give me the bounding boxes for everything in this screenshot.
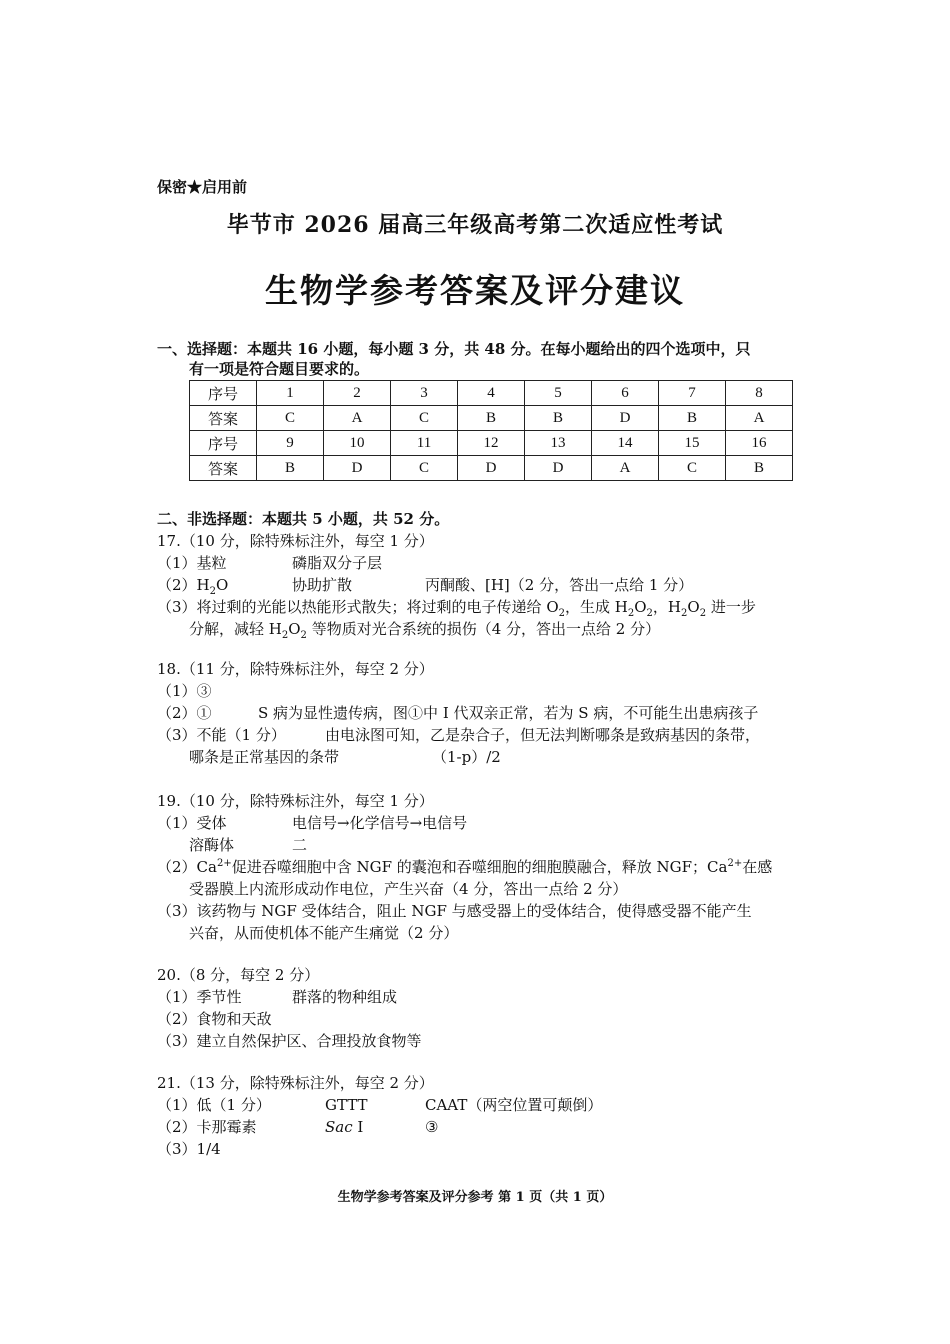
q21-answer-2b: Sac I bbox=[325, 1118, 364, 1136]
answer-cell: D bbox=[458, 456, 525, 481]
question-number-cell: 3 bbox=[391, 381, 458, 406]
question-number-cell: 8 bbox=[726, 381, 793, 406]
q17-answer-1a: （1）基粒 bbox=[157, 554, 227, 572]
q21-answer-2c: ③ bbox=[425, 1118, 439, 1136]
q20-answer-1a: （1）季节性 bbox=[157, 988, 242, 1006]
q19-answer-1c: 溶酶体 bbox=[189, 836, 235, 854]
q18-answer-3d: （1-p）/2 bbox=[432, 748, 501, 766]
q21-answer-1a: （1）低（1 分） bbox=[157, 1096, 271, 1114]
answer-cell: D bbox=[324, 456, 391, 481]
answer-cell: C bbox=[257, 406, 324, 431]
q19-answer-3-line2: 兴奋，从而使机体不能产生痛觉（2 分） bbox=[189, 924, 459, 942]
answer-cell: B bbox=[458, 406, 525, 431]
q17-answer-1b: 磷脂双分子层 bbox=[292, 554, 383, 572]
q17-answer-3-line1: （3）将过剩的光能以热能形式散失；将过剩的电子传递给 $O_2$，生成 $H_2O_2$，$H_2O_2$ 进一步 bbox=[157, 598, 756, 619]
q19-answer-2-line2: 受器膜上内流形成动作电位，产生兴奋（4 分，答出一点给 2 分） bbox=[189, 880, 628, 898]
page-title: 生物学参考答案及评分建议 bbox=[265, 271, 685, 310]
q17-answer-3-line2: 分解，减轻 $H_2O_2$ 等物质对光合系统的损伤（4 分，答出一点给 2 分） bbox=[189, 620, 661, 641]
confidential-mark: 保密★启用前 bbox=[157, 178, 248, 196]
answer-table bbox=[189, 380, 793, 481]
q19-answer-3-line1: （3）该药物与 NGF 受体结合，阻止 NGF 与感受器上的受体结合，使得感受器不能产生 bbox=[157, 902, 752, 920]
answer-cell: C bbox=[659, 456, 726, 481]
q17-heading: 17.（10 分，除特殊标注外，每空 1 分） bbox=[157, 532, 434, 550]
answer-cell: A bbox=[726, 406, 793, 431]
q19-answer-1a: （1）受体 bbox=[157, 814, 227, 832]
section2-heading: 二、非选择题：本题共 5 小题，共 52 分。 bbox=[157, 510, 450, 528]
question-number-cell: 14 bbox=[592, 431, 659, 456]
question-number-cell: 13 bbox=[525, 431, 592, 456]
q19-answer-1d: 二 bbox=[292, 836, 308, 854]
row-label: 答案 bbox=[190, 406, 257, 431]
q20-heading: 20.（8 分，每空 2 分） bbox=[157, 966, 320, 984]
answer-cell: B bbox=[257, 456, 324, 481]
question-number-cell: 9 bbox=[257, 431, 324, 456]
q17-answer-2c: 丙酮酸、[H]（2 分，答出一点给 1 分） bbox=[425, 576, 694, 594]
q20-answer-2: （2）食物和天敌 bbox=[157, 1010, 272, 1028]
answer-cell: B bbox=[659, 406, 726, 431]
q19-answer-1b: 电信号→化学信号→电信号 bbox=[292, 814, 468, 832]
page-footer: 生物学参考答案及评分参考 第 1 页（共 1 页） bbox=[337, 1190, 613, 1205]
q21-answer-3: （3）1/4 bbox=[157, 1140, 221, 1158]
question-number-cell: 11 bbox=[391, 431, 458, 456]
q18-answer-3a: （3）不能（1 分） bbox=[157, 726, 286, 744]
answer-cell: D bbox=[592, 406, 659, 431]
table-row bbox=[190, 431, 793, 456]
q19-answer-2-line1: $(2)Ca^{2+}$促进吞噬细胞中含 NGF 的囊泡和吞噬细胞的细胞膜融合，释放 NGF；$Ca^{2+}$在感 bbox=[157, 858, 773, 876]
question-number-cell: 6 bbox=[592, 381, 659, 406]
answer-cell: C bbox=[391, 456, 458, 481]
question-number-cell: 16 bbox=[726, 431, 793, 456]
row-label: 答案 bbox=[190, 456, 257, 481]
q21-answer-2a: （2）卡那霉素 bbox=[157, 1118, 257, 1136]
q18-answer-2a: （2）① bbox=[157, 704, 212, 722]
question-number-cell: 2 bbox=[324, 381, 391, 406]
answer-cell: D bbox=[525, 456, 592, 481]
question-number-cell: 1 bbox=[257, 381, 324, 406]
section1-heading-line1: 一、选择题：本题共 16 小题，每小题 3 分，共 48 分。在每小题给出的四个选项中，只 bbox=[157, 340, 751, 358]
table-row bbox=[190, 381, 793, 406]
answer-cell: A bbox=[592, 456, 659, 481]
question-number-cell: 15 bbox=[659, 431, 726, 456]
q18-answer-3b: 由电泳图可知，乙是杂合子，但无法判断哪条是致病基因的条带， bbox=[325, 726, 761, 744]
q20-answer-3: （3）建立自然保护区、合理投放食物等 bbox=[157, 1032, 422, 1050]
q20-answer-1b: 群落的物种组成 bbox=[292, 988, 398, 1006]
question-number-cell: 7 bbox=[659, 381, 726, 406]
question-number-cell: 12 bbox=[458, 431, 525, 456]
q19-heading: 19.（10 分，除特殊标注外，每空 1 分） bbox=[157, 792, 434, 810]
q21-heading: 21.（13 分，除特殊标注外，每空 2 分） bbox=[157, 1074, 434, 1092]
row-label: 序号 bbox=[190, 431, 257, 456]
section1-heading-line2: 有一项是符合题目要求的。 bbox=[189, 360, 370, 378]
q21-answer-1b: GTTT bbox=[325, 1096, 368, 1114]
answer-cell: B bbox=[726, 456, 793, 481]
q18-answer-3c: 哪条是正常基因的条带 bbox=[189, 748, 340, 766]
question-number-cell: 10 bbox=[324, 431, 391, 456]
table-row bbox=[190, 406, 793, 431]
answer-cell: A bbox=[324, 406, 391, 431]
q21-answer-1c: CAAT（两空位置可颠倒） bbox=[425, 1096, 603, 1114]
q18-heading: 18.（11 分，除特殊标注外，每空 2 分） bbox=[157, 660, 434, 678]
row-label: 序号 bbox=[190, 381, 257, 406]
q18-answer-2b: S 病为显性遗传病，图①中 I 代双亲正常，若为 S 病，不可能生出患病孩子 bbox=[258, 704, 759, 722]
question-number-cell: 5 bbox=[525, 381, 592, 406]
question-number-cell: 4 bbox=[458, 381, 525, 406]
q17-answer-2b: 协助扩散 bbox=[292, 576, 353, 594]
q17-answer-2a: $(2)H_2O$ bbox=[157, 576, 229, 597]
answer-cell: C bbox=[391, 406, 458, 431]
table-row bbox=[190, 456, 793, 481]
answer-cell: B bbox=[525, 406, 592, 431]
q18-answer-1: （1）③ bbox=[157, 682, 212, 700]
exam-name: 毕节市 2026 届高三年级高考第二次适应性考试 bbox=[226, 212, 724, 238]
